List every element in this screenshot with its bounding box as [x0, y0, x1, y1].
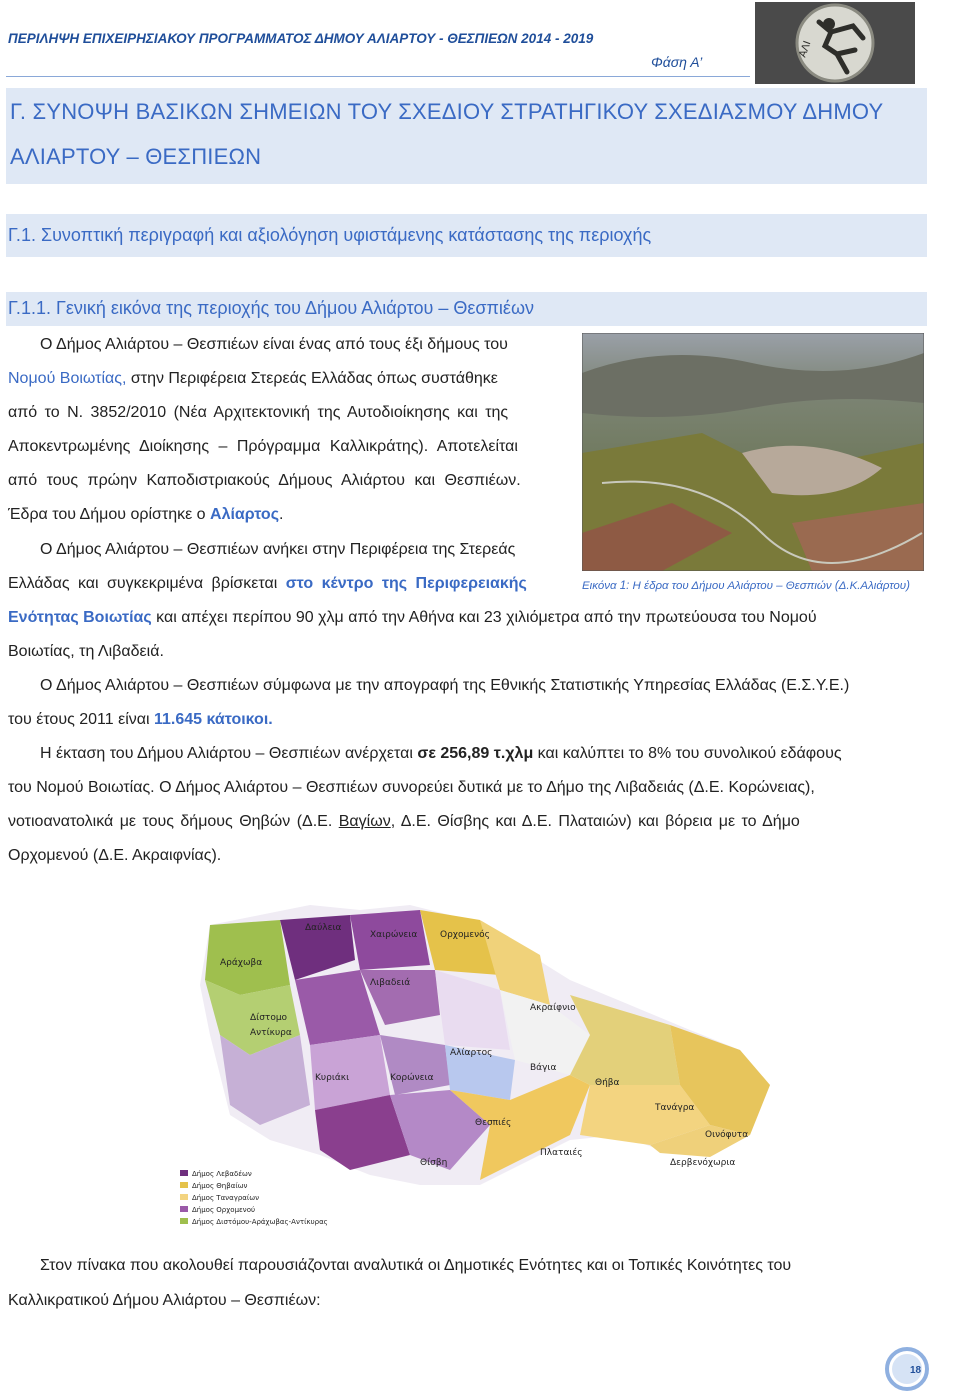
section-heading-line1: Γ. ΣΥΝΟΨΗ ΒΑΣΙΚΩΝ ΣΗΜΕΙΩΝ ΤΟΥ ΣΧΕΔΙΟΥ ΣΤΡΑΤΗΓΙΚΟΥ ΣΧΕΔΙΑΣΜΟΥ ΔΗΜΟΥ: [10, 99, 884, 124]
map-label-thisvi: Θίσβη: [420, 1158, 448, 1168]
para5-line1: Στον πίνακα που ακολουθεί παρουσιάζονται αναλυτικά οι Δημοτικές Ενότητες και οι Τοπικές Κοινότητες του: [40, 1257, 792, 1274]
boeotia-municipalities-map: [150, 885, 790, 1245]
subsubsection-heading: Γ.1.1. Γενική εικόνα της περιοχής του Δήμου Αλιάρτου – Θεσπιέων: [8, 298, 535, 318]
section-heading-line2: ΑΛΙΑΡΤΟΥ – ΘΕΣΠΙΕΩΝ: [10, 144, 262, 169]
map-label-koroneia: Κορώνεια: [390, 1073, 434, 1083]
para5-line2: Καλλικρατικού Δήμου Αλιάρτου – Θεσπιέων:: [8, 1292, 321, 1309]
map-legend-thivaion: Δήμος Θηβαίων: [192, 1182, 248, 1190]
para2-line3: Ενότητας Βοιωτίας και απέχει περίπου 90 χλμ από την Αθήνα και 23 χιλιόμετρα από την πρωτεύουσα του Νομού: [8, 609, 817, 626]
para3-line1: Ο Δήμος Αλιάρτου – Θεσπιέων σύμφωνα με την απογραφή της Εθνικής Στατιστικής Υπηρεσίας Ελλάδας (Ε.Σ.Υ.Ε.): [40, 677, 850, 694]
para1-line2: Νομού Βοιωτίας, στην Περιφέρεια Στερεάς Ελλάδας όπως συστάθηκε: [8, 370, 498, 387]
map-legend-orchomenou: Δήμος Ορχομενού: [192, 1206, 256, 1214]
map-label-akraifnio: Ακραίφνιο: [530, 1003, 576, 1013]
para4-line3: νοτιοανατολικά με τους δήμους Θηβών (Δ.Ε. Βαγίων, Δ.Ε. Θίσβης και Δ.Ε. Πλαταιών) και βόρεια με το Δήμο: [8, 813, 800, 830]
map-legend-levadeon: Δήμος Λεβαδέων: [192, 1170, 252, 1178]
map-label-arachova: Αράχωβα: [220, 958, 263, 968]
map-label-vagia: Βάγια: [530, 1063, 557, 1073]
para1-line3: από το Ν. 3852/2010 (Νέα Αρχιτεκτονική της Αυτοδιοίκησης και της: [8, 404, 509, 421]
page-number-badge: [884, 1346, 930, 1392]
para3-line2: του έτους 2011 είναι 11.645 κάτοικοι.: [8, 711, 273, 728]
map-label-oinofyta: Οινόφυτα: [705, 1130, 749, 1140]
photo-caption: Εικόνα 1: Η έδρα του Δήμου Αλιάρτου – Θεσπιών (Δ.Κ.Αλιάρτου): [582, 580, 910, 592]
map-label-thiva: Θήβα: [595, 1078, 620, 1088]
header-divider: [6, 76, 750, 77]
map-legend-distomou: Δήμος Διστόμου-Αράχωβας-Αντίκυρας: [192, 1218, 328, 1226]
para2-line1: Ο Δήμος Αλιάρτου – Θεσπιέων ανήκει στην Περιφέρεια της Στερεάς: [40, 541, 516, 558]
map-label-antikyra: Αντίκυρα: [250, 1028, 292, 1038]
map-label-orchomenos: Ορχομενός: [440, 930, 490, 940]
section-heading-band: [6, 88, 927, 184]
para1-line5: από τους πρώην Καποδιστριακούς Δήμους Αλιάρτου και Θεσπιέων.: [8, 472, 521, 489]
map-label-kyriaki: Κυριάκι: [315, 1073, 350, 1083]
para4-line2: του Νομού Βοιωτίας. Ο Δήμος Αλιάρτου – Θεσπιέων συνορεύει δυτικά με το Δήμο της Λιβαδειάς (Δ.Ε. Κορώνειας),: [8, 779, 815, 796]
subsubsection-heading-band: [6, 292, 927, 326]
aerial-photo-aliartos: [582, 333, 924, 571]
map-label-chaironeia: Χαιρώνεια: [370, 930, 418, 940]
para2-line2: Ελλάδας και συγκεκριμένα βρίσκεται στο κέντρο της Περιφερειακής: [8, 575, 527, 592]
para2-line4: Βοιωτίας, τη Λιβαδειά.: [8, 643, 164, 660]
para1-line1: Ο Δήμος Αλιάρτου – Θεσπιέων είναι ένας από τους έξι δήμους του: [40, 336, 508, 353]
map-label-davleia: Δαύλεια: [305, 923, 342, 933]
map-label-dervenochoria: Δερβενόχωρια: [670, 1158, 736, 1168]
map-label-livadeia: Λιβαδειά: [370, 978, 411, 988]
map-label-aliartos: Αλίαρτος: [450, 1048, 493, 1058]
map-legend-tanagraion: Δήμος Ταναγραίων: [192, 1194, 260, 1202]
page-number: 18: [910, 1365, 922, 1376]
municipality-coin-logo: [755, 2, 915, 84]
document-phase-label: Φάση Α’: [651, 54, 703, 70]
subsection-heading-band: [6, 214, 927, 257]
para4-line4: Ορχομενού (Δ.Ε. Ακραιφνίας).: [8, 847, 222, 864]
map-label-tanagra: Τανάγρα: [655, 1103, 695, 1113]
map-label-distomo: Δίστομο: [250, 1013, 288, 1023]
para1-line6: Έδρα του Δήμου ορίστηκε ο Αλίαρτος.: [8, 506, 284, 523]
subsection-heading: Γ.1. Συνοπτική περιγραφή και αξιολόγηση υφιστάμενης κατάστασης της περιοχής: [8, 225, 652, 245]
svg-text:AΛI: AΛI: [797, 39, 814, 60]
para1-line4: Αποκεντρωμένης Διοίκησης – Πρόγραμμα Καλλικράτης). Αποτελείται: [8, 438, 518, 455]
map-label-thespies: Θεσπιές: [475, 1118, 512, 1128]
map-label-plataies: Πλαταιές: [540, 1148, 583, 1158]
para4-line1: Η έκταση του Δήμου Αλιάρτου – Θεσπιέων ανέρχεται σε 256,89 τ.χλμ και καλύπτει το 8% του συνολικού εδάφους: [40, 745, 842, 762]
document-header-title: ΠΕΡΙΛΗΨΗ ΕΠΙΧΕΙΡΗΣΙΑΚΟΥ ΠΡΟΓΡΑΜΜΑΤΟΣ ΔΗΜΟΥ ΑΛΙΑΡΤΟΥ - ΘΕΣΠΙΕΩΝ 2014 - 2019: [8, 31, 594, 46]
